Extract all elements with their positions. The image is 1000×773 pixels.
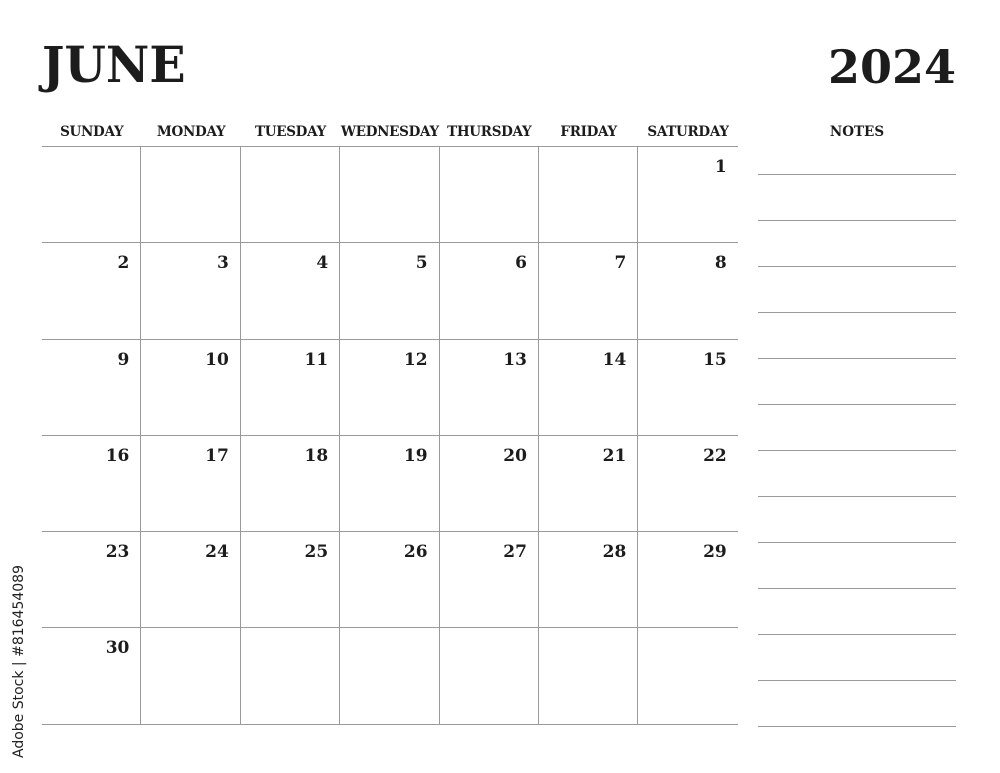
notes-line[interactable] bbox=[758, 358, 956, 359]
day-cell[interactable] bbox=[42, 340, 141, 435]
weekday-saturday: SATURDAY bbox=[647, 124, 729, 140]
day-number: 8 bbox=[714, 253, 727, 274]
day-number: 7 bbox=[614, 253, 627, 274]
notes-panel bbox=[758, 118, 956, 146]
day-cell[interactable] bbox=[638, 532, 737, 627]
notes-line[interactable] bbox=[758, 496, 956, 497]
day-cell[interactable] bbox=[440, 628, 539, 724]
day-number: 27 bbox=[503, 542, 527, 563]
notes-line[interactable] bbox=[758, 542, 956, 543]
day-number: 16 bbox=[105, 445, 130, 466]
day-cell[interactable] bbox=[539, 243, 638, 338]
day-cell[interactable] bbox=[241, 628, 340, 724]
day-number: 11 bbox=[304, 349, 329, 370]
month-title: JUNE bbox=[42, 35, 186, 94]
day-cell[interactable] bbox=[638, 147, 737, 242]
day-number: 22 bbox=[703, 445, 727, 466]
day-cell[interactable] bbox=[440, 243, 539, 338]
day-cell[interactable] bbox=[141, 628, 240, 724]
week-row bbox=[42, 532, 738, 628]
day-cell[interactable] bbox=[440, 532, 539, 627]
notes-line[interactable] bbox=[758, 450, 956, 451]
notes-line[interactable] bbox=[758, 312, 956, 313]
notes-line[interactable] bbox=[758, 266, 956, 267]
day-cell[interactable] bbox=[340, 340, 439, 435]
notes-line[interactable] bbox=[758, 634, 956, 635]
day-number: 24 bbox=[205, 542, 229, 563]
day-cell[interactable] bbox=[440, 147, 539, 242]
day-cell[interactable] bbox=[638, 243, 737, 338]
day-number: 25 bbox=[304, 542, 329, 563]
day-number: 26 bbox=[403, 542, 428, 563]
day-cell[interactable] bbox=[42, 243, 141, 338]
day-cell[interactable] bbox=[440, 340, 539, 435]
weeks-container bbox=[42, 147, 738, 725]
week-row bbox=[42, 340, 738, 436]
day-cell[interactable] bbox=[141, 436, 240, 531]
day-number: 14 bbox=[602, 349, 627, 370]
notes-line[interactable] bbox=[758, 220, 956, 221]
weekday-monday: MONDAY bbox=[156, 124, 226, 140]
day-cell[interactable] bbox=[340, 147, 439, 242]
day-cell[interactable] bbox=[638, 340, 737, 435]
notes-line[interactable] bbox=[758, 726, 956, 727]
day-number: 9 bbox=[117, 349, 130, 370]
day-number: 29 bbox=[703, 542, 727, 563]
notes-line[interactable] bbox=[758, 404, 956, 405]
week-row bbox=[42, 243, 738, 339]
day-number: 13 bbox=[503, 349, 527, 370]
day-cell[interactable] bbox=[141, 243, 240, 338]
day-cell[interactable] bbox=[42, 147, 141, 242]
week-row bbox=[42, 436, 738, 532]
day-number: 17 bbox=[205, 445, 229, 466]
day-number: 3 bbox=[216, 253, 229, 274]
day-number: 20 bbox=[503, 445, 527, 466]
day-number: 21 bbox=[602, 445, 627, 466]
day-cell[interactable] bbox=[42, 532, 141, 627]
day-cell[interactable] bbox=[340, 243, 439, 338]
day-cell[interactable] bbox=[539, 340, 638, 435]
day-cell[interactable] bbox=[539, 532, 638, 627]
week-row bbox=[42, 147, 738, 243]
day-cell[interactable] bbox=[141, 147, 240, 242]
week-row bbox=[42, 628, 738, 725]
day-cell[interactable] bbox=[340, 532, 439, 627]
day-number: 18 bbox=[304, 445, 329, 466]
day-cell[interactable] bbox=[42, 628, 141, 724]
day-cell[interactable] bbox=[440, 436, 539, 531]
weekday-header-row bbox=[42, 118, 738, 147]
weekday-tuesday: TUESDAY bbox=[255, 124, 326, 140]
day-number: 1 bbox=[714, 157, 727, 177]
notes-title: NOTES bbox=[829, 124, 885, 140]
day-cell[interactable] bbox=[141, 532, 240, 627]
calendar-grid bbox=[42, 118, 738, 725]
day-cell[interactable] bbox=[241, 147, 340, 242]
notes-line[interactable] bbox=[758, 588, 956, 589]
day-cell[interactable] bbox=[539, 147, 638, 242]
day-cell[interactable] bbox=[340, 628, 439, 724]
day-cell[interactable] bbox=[241, 436, 340, 531]
stock-watermark-id: Adobe Stock | #816454089 bbox=[11, 565, 27, 758]
day-cell[interactable] bbox=[638, 436, 737, 531]
day-number: 5 bbox=[415, 253, 428, 274]
day-cell[interactable] bbox=[340, 436, 439, 531]
day-number: 10 bbox=[205, 349, 229, 370]
day-cell[interactable] bbox=[141, 340, 240, 435]
day-number: 6 bbox=[515, 253, 527, 274]
day-cell[interactable] bbox=[241, 532, 340, 627]
day-number: 19 bbox=[403, 445, 428, 466]
day-cell[interactable] bbox=[539, 628, 638, 724]
year-title: 2024 bbox=[827, 40, 956, 94]
day-number: 2 bbox=[117, 253, 130, 274]
day-number: 12 bbox=[403, 349, 428, 370]
weekday-sunday: SUNDAY bbox=[60, 124, 124, 140]
weekday-wednesday: WEDNESDAY bbox=[340, 124, 439, 140]
day-number: 30 bbox=[105, 638, 130, 659]
notes-line[interactable] bbox=[758, 680, 956, 681]
day-cell[interactable] bbox=[539, 436, 638, 531]
day-cell[interactable] bbox=[241, 243, 340, 338]
day-number: 23 bbox=[105, 542, 130, 563]
day-number: 15 bbox=[703, 349, 727, 370]
day-number: 4 bbox=[316, 253, 329, 274]
day-cell[interactable] bbox=[638, 628, 737, 724]
weekday-friday: FRIDAY bbox=[560, 124, 617, 140]
day-number: 28 bbox=[602, 542, 627, 563]
notes-line[interactable] bbox=[758, 174, 956, 175]
day-cell[interactable] bbox=[241, 340, 340, 435]
day-cell[interactable] bbox=[42, 436, 141, 531]
weekday-thursday: THURSDAY bbox=[447, 124, 532, 140]
